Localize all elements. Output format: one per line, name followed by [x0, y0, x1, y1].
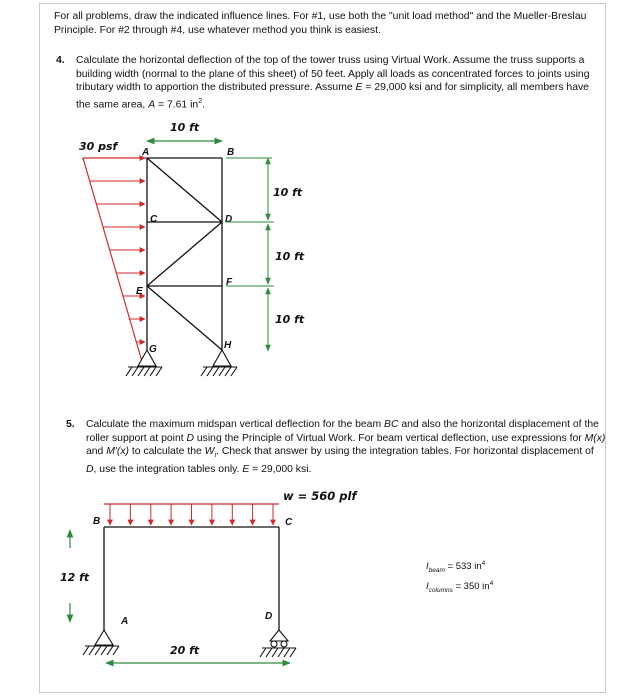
- problem-4-text: 4. Calculate the horizontal deflection of the top of the tower truss using Virtual Work. Assume the truss supports a building width (normal to the plane of this sheet) of 50 feet. Apply all loads as concentrated forces to joints using tributary width to apportion the distributed pressure. Assume E = 29,000 ksi and for simplicity, all members have the same area, A = 7.61 $in^2$.: [56, 55, 590, 111]
- height-dimension: [226, 158, 274, 351]
- frame-node-A: A: [121, 616, 129, 627]
- frame-node-C: C: [285, 517, 293, 528]
- node-H: H: [224, 340, 232, 351]
- beam-load-arrows: [110, 504, 273, 525]
- i-columns-label: $I_{columns} = 350$ $in^4$: [426, 580, 494, 595]
- node-A: A: [142, 147, 150, 158]
- frame-members: [104, 527, 279, 630]
- i-beam-label: $I_{beam} = 533$ $in^4$: [426, 560, 486, 575]
- beam-load-label: w = 560 plf: [283, 489, 357, 503]
- pressure-diagram: [83, 158, 147, 365]
- truss-width-label: 10 ft: [170, 121, 200, 134]
- node-C: C: [150, 214, 158, 225]
- height-label-1: 10 ft: [273, 186, 303, 199]
- node-B: B: [227, 147, 235, 158]
- intro-paragraph: For all problems, draw the indicated influence lines. For #1, use both the "unit load method" and the Mueller-Breslau Principle. For #2 through #4, use whatever method you think is easiest.: [54, 11, 587, 36]
- support-D-roller: [260, 630, 296, 657]
- problem-5-text: 5. Calculate the maximum midspan vertical deflection for the beam BC and also the horizontal displacement of the roller support at point D using the Principle of Virtual Work. For beam vertical deflection, use expressions for M(x) and M'(x) to calculate the $W_i$. Check that answer by using the integration tables. For horizontal displacement of D, use the integration tables only. E = 29,000 ksi.: [66, 419, 606, 475]
- node-F: F: [226, 277, 233, 288]
- node-G: G: [149, 344, 157, 355]
- node-E: E: [136, 286, 143, 297]
- support-H: [201, 350, 237, 376]
- frame-span-label: 20 ft: [170, 644, 200, 657]
- pressure-label: 30 psf: [79, 140, 118, 153]
- truss-members: [147, 158, 222, 350]
- frame-node-D: D: [265, 611, 273, 622]
- node-D: D: [225, 214, 233, 225]
- frame-node-B: B: [93, 516, 101, 527]
- support-A: [83, 630, 119, 655]
- frame-height-label: 12 ft: [60, 571, 90, 584]
- height-label-2: 10 ft: [275, 250, 305, 263]
- pressure-arrows: [83, 158, 145, 342]
- height-label-3: 10 ft: [275, 313, 305, 326]
